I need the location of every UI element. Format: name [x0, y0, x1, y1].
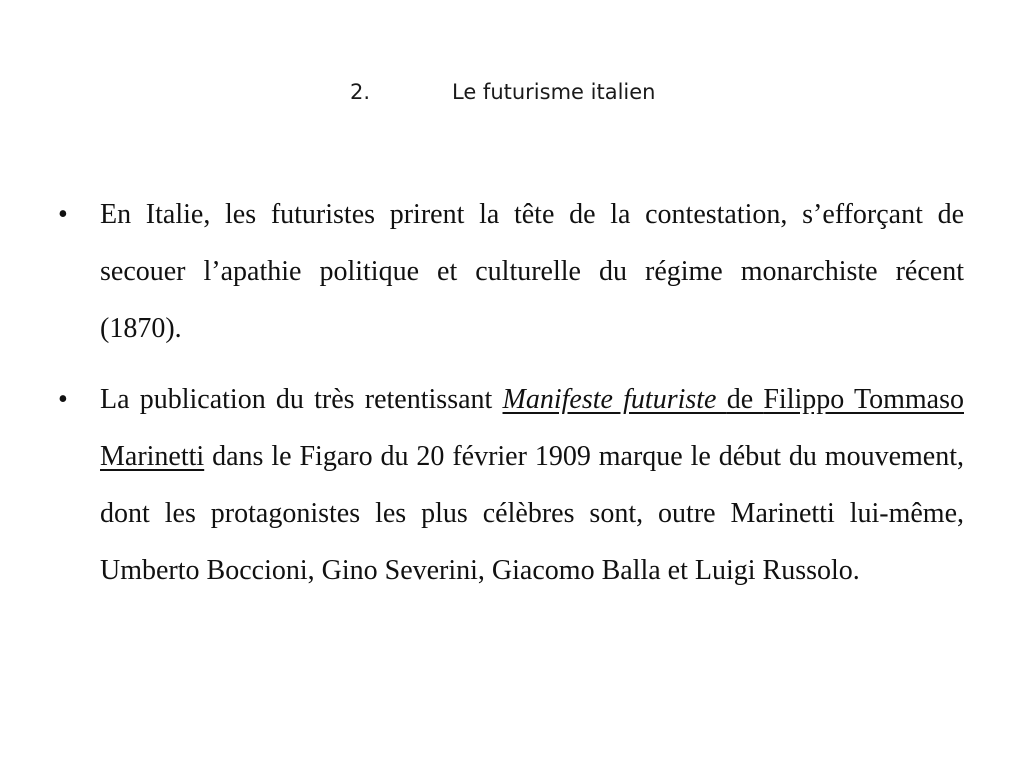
title-text: Le futurisme italien — [452, 80, 656, 104]
connector-de[interactable]: de — [726, 384, 764, 415]
slide-content — [58, 186, 964, 613]
marinetti-link[interactable]: Filippo Tommaso Marinetti — [100, 384, 964, 472]
manifeste-futuriste-link[interactable]: Manifeste futuriste — [502, 384, 727, 415]
title-number: 2. — [350, 80, 371, 104]
bullet-text-lead: La publication du très retentissant — [100, 384, 503, 415]
bullet-item-manifeste — [58, 371, 964, 599]
bullet-item-contestation — [58, 186, 964, 357]
slide-title — [0, 80, 1024, 112]
bullet-icon: • — [58, 199, 68, 230]
bullet-text: En Italie, les futuristes prirent la tête de la contestation, s’efforçant de secouer l’apathie politique et culturelle du régime monarchiste récent (1870). — [100, 199, 964, 344]
bullet-text-rest: dans le Figaro du 20 février 1909 marque le début du mouvement, dont les protagonistes les plus célèbres sont, outre Marinetti lui-même, Umberto Boccioni, Gino Severini, Giacomo Balla et Luigi Russolo. — [100, 441, 964, 586]
bullet-icon: • — [58, 384, 68, 415]
